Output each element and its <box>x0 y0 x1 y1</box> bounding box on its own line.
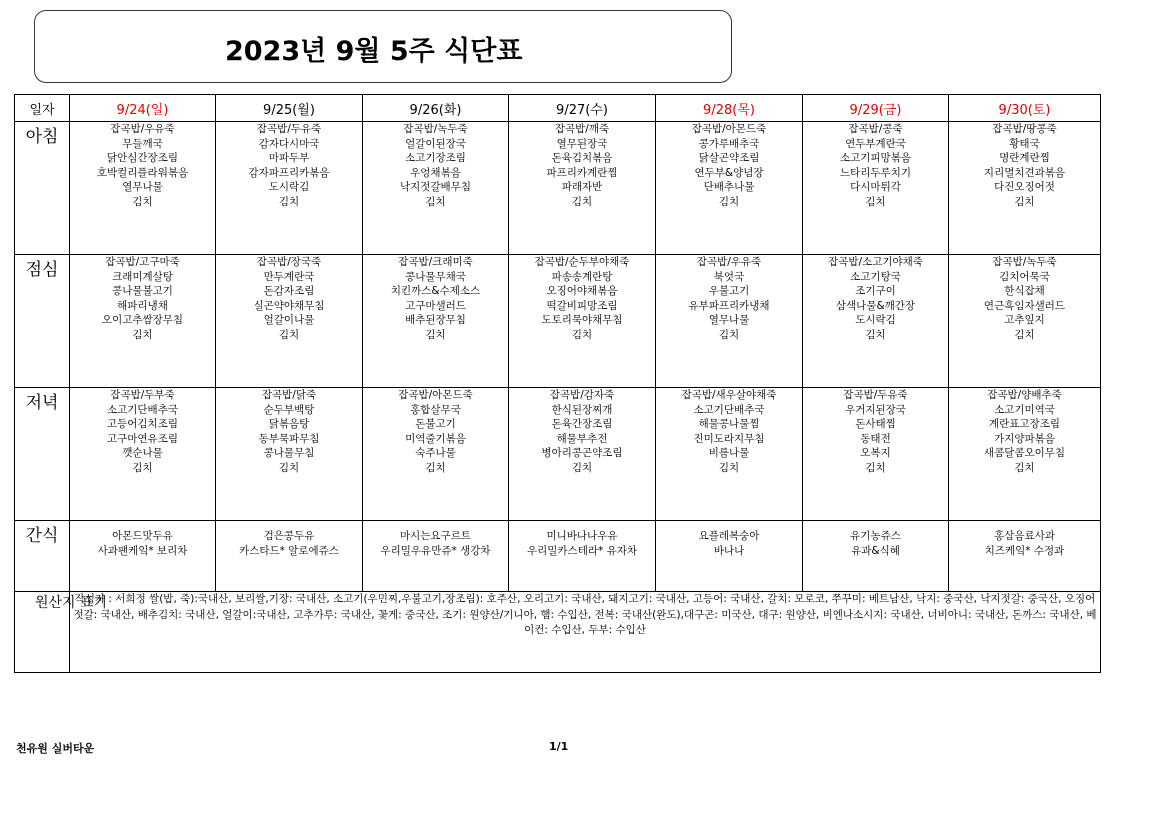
menu-item: 우리밀카스테라* 유자차 <box>526 544 638 557</box>
menu-item: 김치 <box>718 328 740 341</box>
menu-item: 소고기피망볶음 <box>839 152 911 165</box>
menu-cell <box>70 255 216 388</box>
menu-item: 다시마튀각 <box>850 181 901 194</box>
title-box <box>34 10 732 83</box>
menu-item: 돈불고기 <box>415 418 456 431</box>
menu-item: 동태전 <box>860 432 891 445</box>
menu-item: 해파리냉채 <box>117 299 168 312</box>
menu-item: 콩나물불고기 <box>112 285 173 298</box>
menu-item: 열무된장국 <box>556 137 608 150</box>
meal-label: 아침 <box>15 122 70 255</box>
menu-item: 삼색나물&깨간장 <box>835 299 916 312</box>
menu-item: 실곤약야채무침 <box>253 299 325 312</box>
menu-item: 조기구이 <box>855 285 896 298</box>
menu-item: 소고기탕국 <box>850 270 901 283</box>
menu-item: 김치 <box>132 195 153 208</box>
menu-item: 돈사태찜 <box>855 418 896 431</box>
menu-item: 배추된장무침 <box>405 314 466 327</box>
menu-item: 해물부추전 <box>556 432 608 445</box>
menu-item: 감자파프리카볶음 <box>248 166 330 179</box>
menu-item: 소고기단배추국 <box>106 403 178 416</box>
menu-item: 연근흑임자샐러드 <box>983 299 1066 312</box>
meal-row <box>15 388 1101 521</box>
menu-item: 김치 <box>278 195 300 208</box>
menu-item: 고구마샐러드 <box>405 299 466 312</box>
menu-cell <box>803 255 949 388</box>
menu-item: 지리멸치견과볶음 <box>983 166 1066 179</box>
menu-item: 북엇국 <box>713 270 745 283</box>
menu-item: 숙주나물 <box>415 447 456 460</box>
menu-cell <box>509 122 656 255</box>
menu-item: 사과팬케잌* 보리차 <box>97 544 188 557</box>
menu-item: 고추잎지 <box>1004 314 1045 327</box>
menu-cell <box>363 122 509 255</box>
menu-item: 계란표고장조림 <box>988 418 1060 431</box>
menu-cell <box>216 122 363 255</box>
menu-item: 잡곡밥/아몬드죽 <box>691 123 767 135</box>
origin-label-text: 원산지 표기 <box>35 595 108 611</box>
menu-item: 낙지젓갈배무침 <box>399 181 471 194</box>
origin-label <box>15 592 108 673</box>
meal-row <box>15 122 1101 255</box>
menu-item: 닭안심간장조림 <box>106 152 178 165</box>
menu-item: 잡곡밥/닭죽 <box>261 389 317 401</box>
menu-item: 치즈케잌* 수정과 <box>984 544 1065 557</box>
menu-item: 김치 <box>865 328 886 341</box>
meal-label: 점심 <box>15 255 70 388</box>
menu-item: 얼갈이나물 <box>263 314 315 327</box>
menu-item: 돈육간장조림 <box>551 418 613 431</box>
menu-item: 잡곡밥/아몬드죽 <box>398 389 473 401</box>
menu-item: 잡곡밥/콩죽 <box>848 123 903 135</box>
menu-item: 명란계란찜 <box>999 152 1050 165</box>
menu-item: 가지양파볶음 <box>994 432 1055 445</box>
meal-plan-table <box>14 94 1101 673</box>
menu-item: 김치 <box>425 461 446 474</box>
menu-item: 미니바나나우유 <box>546 530 618 542</box>
menu-item: 호박컬리플라워볶음 <box>96 166 189 179</box>
menu-item: 유기농쥬스 <box>850 530 901 542</box>
menu-item: 황태국 <box>1009 137 1040 150</box>
menu-item: 오이고추쌈장무침 <box>101 314 184 327</box>
menu-item: 김치 <box>571 195 593 208</box>
menu-item: 잡곡밥/우유죽 <box>110 123 175 135</box>
day-header: 9/30(토) <box>949 95 1101 122</box>
menu-cell <box>509 255 656 388</box>
day-header: 9/26(화) <box>363 95 509 122</box>
menu-item: 도토리묵야채무침 <box>541 314 623 327</box>
menu-cell <box>216 255 363 388</box>
menu-item: 잡곡밥/두유죽 <box>843 389 908 401</box>
header-row <box>15 95 1101 122</box>
day-header: 9/28(목) <box>656 95 803 122</box>
menu-item: 우거지된장국 <box>845 403 906 416</box>
menu-item: 잡곡밥/새우살야채죽 <box>681 389 777 401</box>
menu-cell <box>363 388 509 521</box>
day-header: 9/25(월) <box>216 95 363 122</box>
menu-item: 새콤달콤오이무침 <box>983 447 1066 460</box>
footer-org: 천유원 실버타운 <box>16 742 95 755</box>
menu-item: 잡곡밥/땅콩죽 <box>992 123 1057 135</box>
menu-item: 닭살곤약조림 <box>698 152 760 165</box>
menu-item: 소고기미역국 <box>994 403 1055 416</box>
menu-item: 유부파프리카냉채 <box>688 299 770 312</box>
menu-item: 김치 <box>1014 195 1035 208</box>
menu-item: 잡곡밥/두부죽 <box>110 389 175 401</box>
footer-page-number: 1/1 <box>549 740 569 753</box>
menu-item: 마시는요구르트 <box>399 530 471 542</box>
day-header: 9/29(금) <box>803 95 949 122</box>
menu-item: 파프리카계란찜 <box>546 166 618 179</box>
menu-cell <box>216 521 363 592</box>
menu-item: 김치 <box>425 195 446 208</box>
menu-item: 돈감자조림 <box>263 285 315 298</box>
menu-cell <box>509 521 656 592</box>
menu-item: 김치 <box>132 328 153 341</box>
menu-item: 느타리두루치기 <box>839 166 911 179</box>
menu-item: 콩가루배추국 <box>698 137 760 150</box>
menu-item: 카스타드* 알로에쥬스 <box>239 544 339 557</box>
menu-item: 다진오징어젓 <box>994 181 1055 194</box>
menu-item: 김치 <box>132 461 153 474</box>
menu-item: 연두부계란국 <box>845 137 906 150</box>
origin-row <box>15 592 1101 673</box>
menu-item: 크래미계살탕 <box>112 270 173 283</box>
menu-item: 잡곡밥/우유죽 <box>696 256 762 268</box>
menu-cell <box>70 521 216 592</box>
meal-row <box>15 521 1101 592</box>
menu-item: 오징어야채볶음 <box>546 285 618 298</box>
menu-item: 김치어묵국 <box>999 270 1050 283</box>
menu-cell <box>656 388 803 521</box>
menu-item: 잡곡밥/양배추죽 <box>987 389 1062 401</box>
menu-item: 우리밀우유만쥬* 생강차 <box>380 544 491 557</box>
menu-item: 감자다시마국 <box>258 137 320 150</box>
menu-item: 잡곡밥/고구마죽 <box>105 256 180 268</box>
menu-cell <box>216 388 363 521</box>
menu-item: 콩나물무채국 <box>405 270 466 283</box>
menu-item: 순두부백탕 <box>263 403 315 416</box>
meal-row <box>15 255 1101 388</box>
menu-item: 동부묵파무침 <box>258 432 320 445</box>
menu-item: 깻순나물 <box>122 447 163 460</box>
menu-item: 진미도라지무침 <box>693 432 765 445</box>
menu-cell <box>803 122 949 255</box>
menu-item: 김치 <box>1014 461 1035 474</box>
menu-cell <box>949 255 1101 388</box>
menu-item: 잡곡밥/감자죽 <box>549 389 615 401</box>
menu-item: 홍합살무국 <box>410 403 461 416</box>
menu-cell <box>70 122 216 255</box>
menu-item: 잡곡밥/크래미죽 <box>398 256 473 268</box>
menu-item: 한식잡채 <box>1004 285 1045 298</box>
menu-item: 만두계란국 <box>263 270 315 283</box>
menu-item: 도시락김 <box>268 181 310 194</box>
menu-item: 소고기단배추국 <box>693 403 765 416</box>
origin-text: 작성자 : 서희정 쌀(밥, 죽):국내산, 보리쌀,기장: 국내산, 소고기(우민찌,우불고기,장조림): 호주산, 오리고기: 국내산, 돼지고기: 국내산, 고등어: 국내산, 갈치: 모로코, 쭈꾸미: 베트남산, 낙지: 중국산, 낙지젓갈: 중국산, 오징어젓갈: 국내산, 배추김치: 국내산, 얼갈이:국내산, 고추가루: 국내산, 꽃게: 중국산, 조기: 원양산/기니아, 햄: 수입산, 전복: 국내산(완도),대구곤: 미국산, 대구: 원양산, 비엔나소시지: 국내산, 너비아니: 국내산, 돈까스: 국내산, 베이컨: 수입산, 두부: 수입산 <box>70 592 1101 673</box>
menu-cell <box>70 388 216 521</box>
meal-label: 간식 <box>15 521 70 592</box>
menu-cell <box>803 521 949 592</box>
menu-item: 김치 <box>425 328 446 341</box>
menu-item: 연두부&양념장 <box>694 166 764 179</box>
menu-item: 돈육김치볶음 <box>551 152 613 165</box>
day-header: 9/24(일) <box>70 95 216 122</box>
menu-item: 잡곡밥/녹두죽 <box>403 123 468 135</box>
menu-item: 김치 <box>278 328 300 341</box>
menu-item: 미역줄기볶음 <box>405 432 466 445</box>
menu-item: 바나나 <box>713 544 745 557</box>
menu-item: 김치 <box>865 461 886 474</box>
menu-item: 떡갈비피망조림 <box>546 299 618 312</box>
page-title: 2023년 9월 5주 식단표 <box>225 36 523 67</box>
menu-item: 소고기장조림 <box>405 152 466 165</box>
menu-item: 콩나물무침 <box>263 447 315 460</box>
menu-item: 얼갈이된장국 <box>405 137 466 150</box>
menu-item: 열무나물 <box>708 314 750 327</box>
menu-item: 김치 <box>571 461 593 474</box>
menu-item: 마파두부 <box>268 152 310 165</box>
menu-cell <box>949 122 1101 255</box>
menu-item: 김치 <box>571 328 593 341</box>
menu-item: 유과&식혜 <box>851 544 900 557</box>
menu-cell <box>363 255 509 388</box>
menu-item: 도시락김 <box>855 314 896 327</box>
menu-item: 병아리콩곤약조림 <box>541 447 623 460</box>
menu-item: 요플레복숭아 <box>698 530 760 542</box>
header-date-label: 일자 <box>15 95 70 122</box>
menu-item: 파송송계란탕 <box>551 270 613 283</box>
menu-item: 잡곡밥/두유죽 <box>256 123 322 135</box>
menu-item: 우불고기 <box>708 285 750 298</box>
menu-item: 김치 <box>718 461 740 474</box>
meal-label: 저녁 <box>15 388 70 521</box>
menu-item: 우엉채볶음 <box>410 166 461 179</box>
menu-item: 닭볶음탕 <box>268 418 310 431</box>
menu-item: 무들깨국 <box>122 137 163 150</box>
menu-item: 파래자반 <box>561 181 603 194</box>
menu-item: 고등어김치조림 <box>106 418 178 431</box>
menu-cell <box>656 255 803 388</box>
menu-item: 치킨까스&수제소스 <box>390 285 481 298</box>
menu-item: 비름나물 <box>708 447 750 460</box>
menu-item: 고구마연유조림 <box>106 432 178 445</box>
menu-cell <box>363 521 509 592</box>
menu-item: 김치 <box>718 195 740 208</box>
menu-item: 단배추나물 <box>703 181 755 194</box>
menu-item: 열무나물 <box>122 181 163 194</box>
menu-cell <box>656 521 803 592</box>
menu-item: 홍삼음료사과 <box>994 530 1055 542</box>
menu-item: 해물콩나물찜 <box>698 418 760 431</box>
menu-item: 검은콩두유 <box>263 530 315 542</box>
menu-item: 잡곡밥/순두부야채죽 <box>534 256 630 268</box>
menu-item: 잡곡밥/녹두죽 <box>992 256 1057 268</box>
menu-cell <box>803 388 949 521</box>
day-header: 9/27(수) <box>509 95 656 122</box>
menu-item: 한식된장찌개 <box>551 403 613 416</box>
menu-item: 김치 <box>278 461 300 474</box>
menu-item: 김치 <box>1014 328 1035 341</box>
menu-cell <box>949 388 1101 521</box>
menu-cell <box>656 122 803 255</box>
menu-item: 잡곡밥/깨죽 <box>554 123 610 135</box>
menu-cell <box>949 521 1101 592</box>
menu-item: 잡곡밥/소고기야채죽 <box>828 256 923 268</box>
menu-item: 김치 <box>865 195 886 208</box>
menu-item: 아몬드맛두유 <box>112 530 173 542</box>
menu-item: 잡곡밥/장국죽 <box>256 256 322 268</box>
menu-cell <box>509 388 656 521</box>
menu-item: 오복지 <box>860 447 891 460</box>
